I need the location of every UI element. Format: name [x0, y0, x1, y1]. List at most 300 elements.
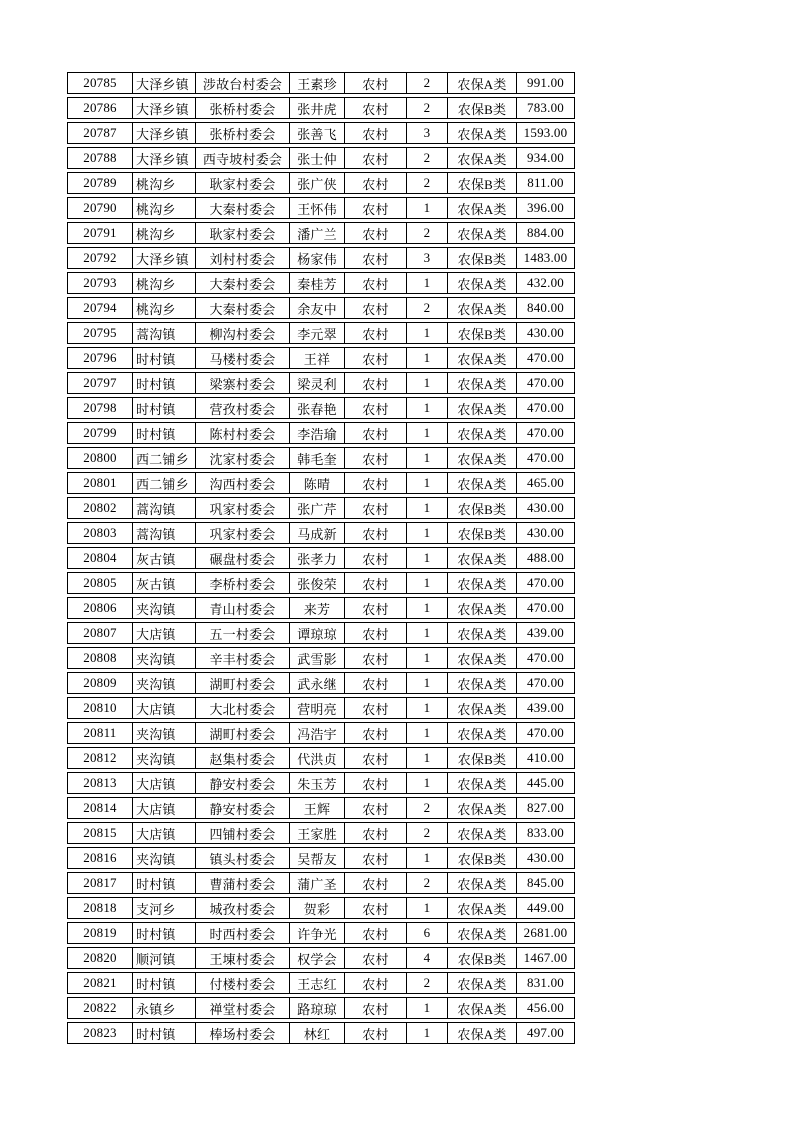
cell-village-committee: 耿家村委会: [196, 173, 290, 193]
cell-residence-type: 农村: [345, 98, 407, 118]
cell-insurance-category: 农保A类: [448, 373, 517, 393]
table-row: [67, 522, 575, 544]
cell-person-count: 6: [407, 923, 448, 943]
cell-township: 夹沟镇: [133, 673, 196, 693]
cell-person-count: 1: [407, 898, 448, 918]
cell-residence-type: 农村: [345, 198, 407, 218]
cell-village-committee: 王埬村委会: [196, 948, 290, 968]
cell-id: 20786: [68, 98, 133, 118]
cell-township: 时村镇: [133, 973, 196, 993]
cell-township: 灰古镇: [133, 548, 196, 568]
table-row: [67, 597, 575, 619]
cell-insurance-category: 农保A类: [448, 448, 517, 468]
cell-person-name: 林红: [290, 1023, 345, 1043]
cell-amount: 410.00: [527, 750, 564, 765]
cell-person-name: 张井虎: [290, 98, 345, 118]
table-row: [67, 622, 575, 644]
cell-insurance-category: 农保A类: [448, 423, 517, 443]
cell-township: 桃沟乡: [133, 198, 196, 218]
cell-amount: 445.00: [527, 775, 564, 790]
cell-insurance-category: 农保A类: [448, 873, 517, 893]
cell-amount: 2681.00: [523, 925, 568, 940]
cell-amount: 783.00: [527, 100, 564, 115]
cell-township: 永镇乡: [133, 998, 196, 1018]
cell-insurance-category: 农保A类: [448, 698, 517, 718]
cell-person-name: 杨家伟: [290, 248, 345, 268]
cell-person-count: 2: [407, 798, 448, 818]
cell-person-name: 贺彩: [290, 898, 345, 918]
table-row: [67, 197, 575, 219]
cell-person-count: 1: [407, 198, 448, 218]
table-row: [67, 972, 575, 994]
cell-insurance-category: 农保A类: [448, 298, 517, 318]
cell-person-name: 梁灵利: [290, 373, 345, 393]
table-row: [67, 272, 575, 294]
cell-insurance-category: 农保A类: [448, 473, 517, 493]
cell-village-committee: 大北村委会: [196, 698, 290, 718]
cell-person-count: 2: [407, 98, 448, 118]
cell-village-committee: 时西村委会: [196, 923, 290, 943]
cell-village-committee: 五一村委会: [196, 623, 290, 643]
cell-insurance-category: 农保A类: [448, 1023, 517, 1043]
cell-residence-type: 农村: [345, 298, 407, 318]
cell-insurance-category: 农保A类: [448, 548, 517, 568]
cell-id: 20821: [68, 973, 133, 993]
cell-residence-type: 农村: [345, 473, 407, 493]
cell-id: 20785: [68, 73, 133, 93]
cell-person-count: 1: [407, 748, 448, 768]
cell-insurance-category: 农保A类: [448, 723, 517, 743]
cell-amount: 845.00: [527, 875, 564, 890]
cell-village-committee: 曹蒲村委会: [196, 873, 290, 893]
cell-village-committee: 沟西村委会: [196, 473, 290, 493]
cell-id: 20804: [68, 548, 133, 568]
cell-insurance-category: 农保B类: [448, 173, 517, 193]
cell-residence-type: 农村: [345, 373, 407, 393]
cell-person-name: 代洪贞: [290, 748, 345, 768]
cell-township: 时村镇: [133, 398, 196, 418]
cell-person-name: 李元翠: [290, 323, 345, 343]
cell-person-count: 1: [407, 598, 448, 618]
cell-residence-type: 农村: [345, 848, 407, 868]
cell-residence-type: 农村: [345, 123, 407, 143]
cell-insurance-category: 农保B类: [448, 748, 517, 768]
cell-person-name: 王辉: [290, 798, 345, 818]
cell-id: 20794: [68, 298, 133, 318]
cell-id: 20816: [68, 848, 133, 868]
cell-id: 20789: [68, 173, 133, 193]
cell-person-name: 张俊荣: [290, 573, 345, 593]
cell-township: 时村镇: [133, 348, 196, 368]
cell-id: 20812: [68, 748, 133, 768]
cell-township: 大店镇: [133, 823, 196, 843]
cell-person-count: 3: [407, 248, 448, 268]
cell-id: 20819: [68, 923, 133, 943]
cell-residence-type: 农村: [345, 273, 407, 293]
cell-insurance-category: 农保A类: [448, 773, 517, 793]
cell-person-count: 1: [407, 348, 448, 368]
cell-residence-type: 农村: [345, 673, 407, 693]
cell-amount: 470.00: [527, 650, 564, 665]
cell-amount: 827.00: [527, 800, 564, 815]
table-row: [67, 472, 575, 494]
cell-id: 20810: [68, 698, 133, 718]
cell-id: 20813: [68, 773, 133, 793]
cell-village-committee: 巩家村委会: [196, 523, 290, 543]
cell-village-committee: 大秦村委会: [196, 273, 290, 293]
cell-village-committee: 涉故台村委会: [196, 73, 290, 93]
cell-person-name: 王祥: [290, 348, 345, 368]
cell-id: 20806: [68, 598, 133, 618]
cell-id: 20791: [68, 223, 133, 243]
cell-residence-type: 农村: [345, 898, 407, 918]
cell-insurance-category: 农保B类: [448, 323, 517, 343]
table-row: [67, 97, 575, 119]
cell-village-committee: 四铺村委会: [196, 823, 290, 843]
cell-insurance-category: 农保A类: [448, 348, 517, 368]
cell-amount: 470.00: [527, 350, 564, 365]
cell-township: 夹沟镇: [133, 748, 196, 768]
cell-id: 20799: [68, 423, 133, 443]
cell-residence-type: 农村: [345, 648, 407, 668]
cell-amount: 934.00: [527, 150, 564, 165]
cell-township: 时村镇: [133, 373, 196, 393]
cell-person-count: 1: [407, 573, 448, 593]
cell-insurance-category: 农保B类: [448, 523, 517, 543]
cell-id: 20790: [68, 198, 133, 218]
table-row: [67, 647, 575, 669]
cell-id: 20800: [68, 448, 133, 468]
table-row: [67, 697, 575, 719]
table-row: [67, 547, 575, 569]
cell-person-name: 张春艳: [290, 398, 345, 418]
cell-amount: 470.00: [527, 600, 564, 615]
cell-person-name: 秦桂芳: [290, 273, 345, 293]
cell-person-count: 2: [407, 823, 448, 843]
table-row: [67, 122, 575, 144]
cell-id: 20803: [68, 523, 133, 543]
cell-person-name: 蒲广圣: [290, 873, 345, 893]
cell-id: 20802: [68, 498, 133, 518]
cell-residence-type: 农村: [345, 723, 407, 743]
cell-residence-type: 农村: [345, 998, 407, 1018]
cell-insurance-category: 农保A类: [448, 223, 517, 243]
table-row: [67, 447, 575, 469]
cell-village-committee: 碾盘村委会: [196, 548, 290, 568]
cell-person-name: 王家胜: [290, 823, 345, 843]
table-row: [67, 897, 575, 919]
cell-person-count: 2: [407, 973, 448, 993]
cell-village-committee: 禅堂村委会: [196, 998, 290, 1018]
cell-insurance-category: 农保A类: [448, 398, 517, 418]
cell-township: 时村镇: [133, 873, 196, 893]
cell-residence-type: 农村: [345, 498, 407, 518]
cell-id: 20792: [68, 248, 133, 268]
cell-township: 灰古镇: [133, 573, 196, 593]
cell-id: 20807: [68, 623, 133, 643]
cell-amount: 1593.00: [523, 125, 568, 140]
cell-amount: 439.00: [527, 625, 564, 640]
cell-village-committee: 辛丰村委会: [196, 648, 290, 668]
cell-township: 桃沟乡: [133, 173, 196, 193]
table-row: [67, 572, 575, 594]
table-row: [67, 372, 575, 394]
cell-village-committee: 巩家村委会: [196, 498, 290, 518]
cell-person-count: 2: [407, 173, 448, 193]
table-row: [67, 747, 575, 769]
cell-township: 大泽乡镇: [133, 98, 196, 118]
table-row: [67, 247, 575, 269]
cell-township: 大泽乡镇: [133, 148, 196, 168]
table-row: [67, 1022, 575, 1044]
cell-person-name: 韩毛奎: [290, 448, 345, 468]
cell-person-count: 3: [407, 123, 448, 143]
cell-township: 顺河镇: [133, 948, 196, 968]
cell-id: 20823: [68, 1023, 133, 1043]
cell-person-name: 武雪影: [290, 648, 345, 668]
table-row: [67, 672, 575, 694]
cell-person-count: 1: [407, 373, 448, 393]
cell-residence-type: 农村: [345, 973, 407, 993]
cell-residence-type: 农村: [345, 323, 407, 343]
cell-person-count: 1: [407, 473, 448, 493]
cell-village-committee: 青山村委会: [196, 598, 290, 618]
cell-insurance-category: 农保A类: [448, 148, 517, 168]
cell-amount: 456.00: [527, 1000, 564, 1015]
cell-residence-type: 农村: [345, 448, 407, 468]
table-row: [67, 922, 575, 944]
cell-insurance-category: 农保B类: [448, 948, 517, 968]
cell-person-count: 1: [407, 998, 448, 1018]
table-row: [67, 397, 575, 419]
cell-village-committee: 赵集村委会: [196, 748, 290, 768]
cell-id: 20815: [68, 823, 133, 843]
cell-amount: 884.00: [527, 225, 564, 240]
cell-id: 20796: [68, 348, 133, 368]
cell-person-count: 1: [407, 673, 448, 693]
cell-amount: 470.00: [527, 400, 564, 415]
cell-amount: 840.00: [527, 300, 564, 315]
cell-person-name: 路琼琼: [290, 998, 345, 1018]
cell-person-name: 王素珍: [290, 73, 345, 93]
cell-township: 夹沟镇: [133, 598, 196, 618]
cell-person-count: 1: [407, 723, 448, 743]
cell-person-name: 谭琼琼: [290, 623, 345, 643]
cell-id: 20798: [68, 398, 133, 418]
cell-amount: 470.00: [527, 725, 564, 740]
cell-person-name: 许争光: [290, 923, 345, 943]
cell-person-count: 1: [407, 1023, 448, 1043]
cell-village-committee: 镇头村委会: [196, 848, 290, 868]
cell-amount: 470.00: [527, 675, 564, 690]
cell-id: 20795: [68, 323, 133, 343]
cell-residence-type: 农村: [345, 623, 407, 643]
table-row: [67, 997, 575, 1019]
cell-id: 20797: [68, 373, 133, 393]
cell-amount: 470.00: [527, 375, 564, 390]
table-row: [67, 797, 575, 819]
cell-township: 时村镇: [133, 1023, 196, 1043]
cell-person-name: 来芳: [290, 598, 345, 618]
cell-person-count: 1: [407, 498, 448, 518]
cell-person-count: 1: [407, 323, 448, 343]
cell-village-committee: 棒场村委会: [196, 1023, 290, 1043]
cell-residence-type: 农村: [345, 948, 407, 968]
cell-amount: 430.00: [527, 525, 564, 540]
cell-person-name: 张孝力: [290, 548, 345, 568]
cell-amount: 465.00: [527, 475, 564, 490]
cell-person-name: 马成新: [290, 523, 345, 543]
cell-village-committee: 梁寨村委会: [196, 373, 290, 393]
cell-person-count: 1: [407, 423, 448, 443]
cell-person-count: 2: [407, 73, 448, 93]
cell-amount: 488.00: [527, 550, 564, 565]
cell-amount: 430.00: [527, 325, 564, 340]
cell-amount: 430.00: [527, 850, 564, 865]
table-row: [67, 172, 575, 194]
cell-amount: 470.00: [527, 450, 564, 465]
cell-id: 20808: [68, 648, 133, 668]
cell-village-committee: 付楼村委会: [196, 973, 290, 993]
cell-id: 20811: [68, 723, 133, 743]
cell-residence-type: 农村: [345, 173, 407, 193]
table-row: [67, 847, 575, 869]
cell-person-name: 张广侠: [290, 173, 345, 193]
cell-township: 时村镇: [133, 423, 196, 443]
cell-insurance-category: 农保A类: [448, 598, 517, 618]
cell-township: 夹沟镇: [133, 848, 196, 868]
cell-insurance-category: 农保A类: [448, 623, 517, 643]
cell-township: 夹沟镇: [133, 648, 196, 668]
cell-residence-type: 农村: [345, 873, 407, 893]
cell-township: 蒿沟镇: [133, 498, 196, 518]
cell-village-committee: 马楼村委会: [196, 348, 290, 368]
cell-township: 桃沟乡: [133, 273, 196, 293]
cell-village-committee: 张桥村委会: [196, 123, 290, 143]
cell-amount: 811.00: [527, 175, 564, 190]
payment-table: [67, 72, 575, 1047]
cell-person-count: 1: [407, 448, 448, 468]
cell-person-count: 2: [407, 223, 448, 243]
cell-person-name: 张广芹: [290, 498, 345, 518]
cell-person-count: 1: [407, 648, 448, 668]
cell-residence-type: 农村: [345, 923, 407, 943]
cell-amount: 833.00: [527, 825, 564, 840]
table-row: [67, 822, 575, 844]
cell-person-name: 张善飞: [290, 123, 345, 143]
cell-person-count: 1: [407, 773, 448, 793]
cell-person-name: 张士仲: [290, 148, 345, 168]
cell-insurance-category: 农保A类: [448, 73, 517, 93]
cell-person-name: 吴帮友: [290, 848, 345, 868]
cell-residence-type: 农村: [345, 698, 407, 718]
cell-person-count: 1: [407, 698, 448, 718]
cell-person-name: 陈晴: [290, 473, 345, 493]
cell-insurance-category: 农保A类: [448, 898, 517, 918]
table-row: [67, 422, 575, 444]
cell-person-count: 2: [407, 298, 448, 318]
cell-village-committee: 耿家村委会: [196, 223, 290, 243]
cell-person-name: 权学会: [290, 948, 345, 968]
cell-insurance-category: 农保B类: [448, 248, 517, 268]
cell-insurance-category: 农保A类: [448, 973, 517, 993]
cell-id: 20787: [68, 123, 133, 143]
cell-amount: 1483.00: [523, 250, 568, 265]
cell-insurance-category: 农保B类: [448, 498, 517, 518]
cell-insurance-category: 农保B类: [448, 98, 517, 118]
cell-person-count: 4: [407, 948, 448, 968]
cell-person-name: 余友中: [290, 298, 345, 318]
cell-insurance-category: 农保A类: [448, 573, 517, 593]
table-row: [67, 222, 575, 244]
cell-village-committee: 沈家村委会: [196, 448, 290, 468]
cell-id: 20801: [68, 473, 133, 493]
cell-id: 20805: [68, 573, 133, 593]
cell-person-count: 1: [407, 273, 448, 293]
cell-village-committee: 西寺坡村委会: [196, 148, 290, 168]
cell-township: 大店镇: [133, 623, 196, 643]
cell-village-committee: 刘村村委会: [196, 248, 290, 268]
cell-id: 20809: [68, 673, 133, 693]
cell-township: 夹沟镇: [133, 723, 196, 743]
cell-township: 蒿沟镇: [133, 323, 196, 343]
cell-village-committee: 张桥村委会: [196, 98, 290, 118]
table-row: [67, 947, 575, 969]
cell-village-committee: 静安村委会: [196, 798, 290, 818]
cell-residence-type: 农村: [345, 223, 407, 243]
cell-village-committee: 城孜村委会: [196, 898, 290, 918]
cell-amount: 439.00: [527, 700, 564, 715]
cell-person-name: 营明亮: [290, 698, 345, 718]
cell-township: 支河乡: [133, 898, 196, 918]
cell-residence-type: 农村: [345, 73, 407, 93]
cell-amount: 470.00: [527, 425, 564, 440]
cell-township: 西二铺乡: [133, 448, 196, 468]
cell-person-count: 1: [407, 398, 448, 418]
cell-township: 时村镇: [133, 923, 196, 943]
cell-insurance-category: 农保A类: [448, 123, 517, 143]
cell-id: 20818: [68, 898, 133, 918]
cell-residence-type: 农村: [345, 423, 407, 443]
cell-person-count: 1: [407, 623, 448, 643]
cell-township: 西二铺乡: [133, 473, 196, 493]
cell-person-name: 王志红: [290, 973, 345, 993]
table-row: [67, 147, 575, 169]
cell-residence-type: 农村: [345, 248, 407, 268]
cell-amount: 449.00: [527, 900, 564, 915]
cell-id: 20814: [68, 798, 133, 818]
table-row: [67, 72, 575, 94]
cell-person-name: 冯浩宇: [290, 723, 345, 743]
cell-insurance-category: 农保A类: [448, 198, 517, 218]
cell-residence-type: 农村: [345, 598, 407, 618]
cell-residence-type: 农村: [345, 798, 407, 818]
cell-person-count: 1: [407, 848, 448, 868]
cell-id: 20788: [68, 148, 133, 168]
cell-amount: 432.00: [527, 275, 564, 290]
cell-village-committee: 陈村村委会: [196, 423, 290, 443]
cell-amount: 470.00: [527, 575, 564, 590]
cell-insurance-category: 农保A类: [448, 273, 517, 293]
cell-village-committee: 柳沟村委会: [196, 323, 290, 343]
cell-insurance-category: 农保A类: [448, 798, 517, 818]
cell-id: 20820: [68, 948, 133, 968]
cell-id: 20822: [68, 998, 133, 1018]
cell-township: 蒿沟镇: [133, 523, 196, 543]
cell-person-name: 潘广兰: [290, 223, 345, 243]
cell-township: 大店镇: [133, 798, 196, 818]
table-row: [67, 872, 575, 894]
